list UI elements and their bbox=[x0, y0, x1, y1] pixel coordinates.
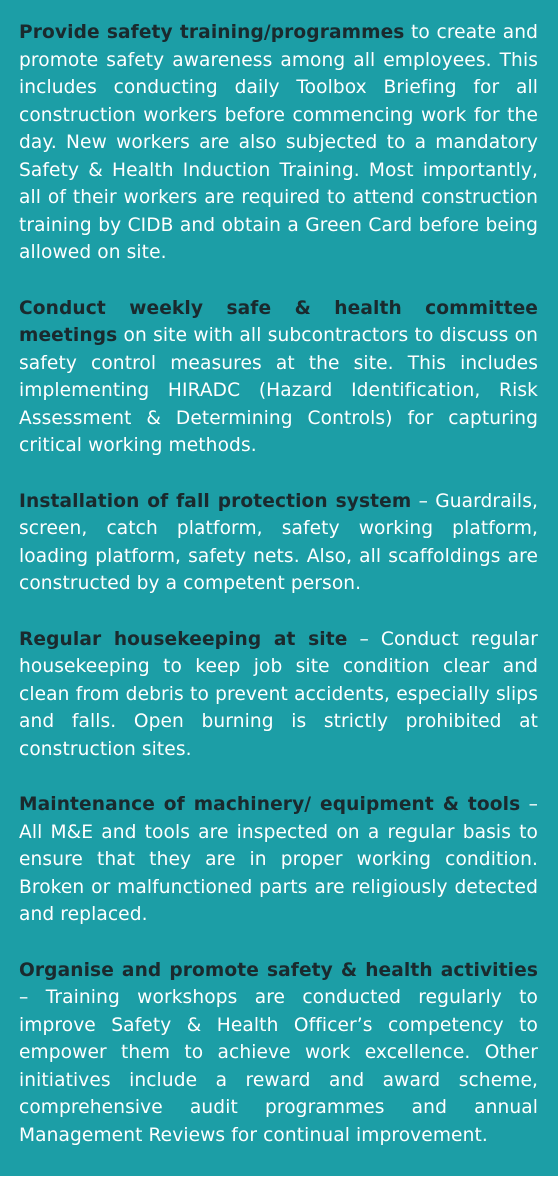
section-heading: Organise and promote safety & health activities bbox=[19, 959, 538, 981]
section-body: – Conduct regular housekeeping to keep job site condition clear and clean from debris to prevent accidents, especially slips and falls. Open burning is strictly prohibited at construction sites. bbox=[19, 628, 538, 760]
section-body: – All M&E and tools are inspected on a regular basis to ensure that they are in proper working condition. Broken or malfunctioned parts are religiously detected and replaced. bbox=[19, 794, 538, 925]
section-body: on site with all subcontractors to discuss on safety control measures at the site. This includes implementing HIRADC (Hazard Identification, Risk Assessment & Determining Controls) for capturing critical working methods. bbox=[19, 325, 538, 456]
section-safety-activities bbox=[19, 957, 538, 1150]
section-fall-protection bbox=[19, 488, 538, 598]
section-housekeeping bbox=[19, 626, 538, 764]
section-body: to create and promote safety awareness among all employees. This includes conducting daily Toolbox Briefing for all construction workers before commencing work for the day. New workers are also subjected to a mandatory Safety & Health Induction Training. Most importantly, all of their workers are required to attend construction training by CIDB and obtain a Green Card before being allowed on site. bbox=[19, 22, 538, 263]
section-maintenance bbox=[19, 791, 538, 929]
section-body: – Training workshops are conducted regularly to improve Safety & Health Officer’s competency to empower them to achieve work excellence. Other initiatives include a reward and award scheme, comprehensive audit programmes and annual Management Reviews for continual improvement. bbox=[19, 987, 538, 1146]
section-heading: Provide safety training/programmes bbox=[19, 22, 405, 43]
section-heading: Conduct weekly safe & health committee meetings bbox=[19, 297, 538, 346]
section-committee-meetings bbox=[19, 295, 538, 460]
section-safety-training bbox=[19, 19, 538, 267]
section-heading: Installation of fall protection system bbox=[19, 490, 412, 512]
section-heading: Maintenance of machinery/ equipment & tools bbox=[19, 794, 521, 815]
section-heading: Regular housekeeping at site bbox=[19, 628, 348, 650]
section-body: – Guardrails, screen, catch platform, safety working platform, loading platform, safety nets. Also, all scaffoldings are constructed by a competent person. bbox=[19, 490, 538, 594]
